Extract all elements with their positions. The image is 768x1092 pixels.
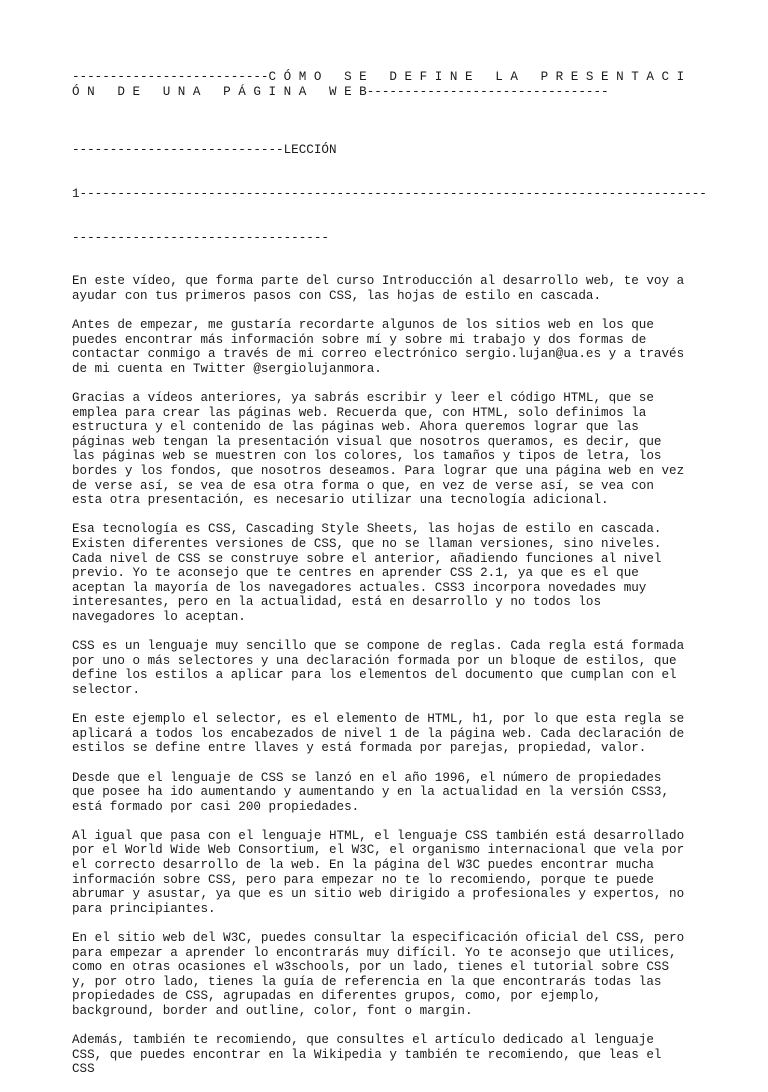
title-line-2: Ó N D E U N A P Á G I N A W E B-------------------------------- [72,84,609,99]
document-page [72,70,707,1092]
paragraph-8: Al igual que pasa con el lenguaje HTML, el lenguaje CSS también está desarrollado por el World Wide Web Consortium, el W3C, el organismo internacional que vela por el correcto desarrollo de la web. En la página del W3C puedes encontrar mucha información sobre CSS, pero para empezar no te lo recomiendo, porque te puede abrumar y asustar, ya que es un sitio web dirigido a profesionales y expertos, no para principiantes. [72,828,685,916]
paragraph-6: En este ejemplo el selector, es el elemento de HTML, h1, por lo que esta regla se aplicará a todos los encabezados de nivel 1 de la página web. Cada declaración de estilos se define entre llaves y está formada por parejas, propiedad, valor. [72,712,685,756]
paragraph-2: Antes de empezar, me gustaría recordarte algunos de los sitios web en los que puedes encontrar más información sobre mí y sobre mi trabajo y dos formas de contactar conmigo a través de mi correo electrónico sergio.lujan@ua.es y a través de mi cuenta en Twitter @sergiolujanmora. [72,318,685,376]
lesson-line-3: ---------------------------------- [72,230,329,245]
paragraph-10: Además, también te recomiendo, que consultes el artículo dedicado al lenguaje CSS, que puedes encontrar en la Wikipedia y también te recomiendo, que leas el CSS [72,1033,662,1077]
lesson-heading [72,114,707,275]
body-text [72,274,690,1077]
title-line-1: --------------------------C Ó M O S E D E F I N E L A P R E S E N T A C I [72,70,685,84]
paragraph-4: Esa tecnología es CSS, Cascading Style Sheets, las hojas de estilo en cascada. Existen diferentes versiones de CSS, que no se llaman versiones, sino niveles. Cada nivel de CSS se construye sobre el anterior, añadiendo funciones al nivel previo. Yo te aconsejo que te centres en aprender CSS 2.1, ya que es el que aceptan la mayoría de los navegadores actuales. CSS3 incorpora novedades muy interesantes, pero en la actualidad, está en desarrollo y no todos los navegadores lo aceptan. [72,522,662,624]
paragraph-9: En el sitio web del W3C, puedes consultar la especificación oficial del CSS, pero para empezar a aprender lo encontrarás muy difícil. Yo te aconsejo que utilices, como en otras ocasiones el w3schools, por un lado, tienes el tutorial sobre CSS y, por otro lado, tienes la guía de referencia en la que encontrarás todas las propiedades de CSS, agrupadas en diferentes grupos, como, por ejemplo, background, border and outline, color, font o margin. [72,931,685,1018]
paragraph-1: En este vídeo, que forma parte del curso Introducción al desarrollo web, te voy a ayudar con tus primeros pasos con CSS, las hojas de estilo en cascada. [72,274,685,303]
paragraph-3: Gracias a vídeos anteriores, ya sabrás escribir y leer el código HTML, que se emplea para crear las páginas web. Recuerda que, con HTML, solo definimos la estructura y el contenido de las páginas web. Ahora queremos lograr que las páginas web tengan la presentación visual que nosotros queramos, es decir, que las páginas web se muestren con los colores, los tamaños y tipos de letra, los bordes y los fondos, que nosotros deseamos. Para lograr que una página web en vez de verse así, se vea de esa otra forma o que, en vez de verse así, se vea con esta otra presentación, es necesario utilizar una tecnología adicional. [72,391,685,508]
lesson-line-1: ----------------------------LECCIÓN [72,142,337,157]
paragraph-7: Desde que el lenguaje de CSS se lanzó en el año 1996, el número de propiedades que posee ha ido aumentando y aumentando y en la actualidad en la versión CSS3, está formado por casi 200 propiedades. [72,770,670,814]
paragraph-5: CSS es un lenguaje muy sencillo que se compone de reglas. Cada regla está formada por uno o más selectores y una declaración formada por un bloque de estilos, que define los estilos a aplicar para los elementos del documento que cumplan con el selector. [72,639,685,697]
lesson-line-2: 1----------------------------------------------------------------------------------- [72,186,707,201]
